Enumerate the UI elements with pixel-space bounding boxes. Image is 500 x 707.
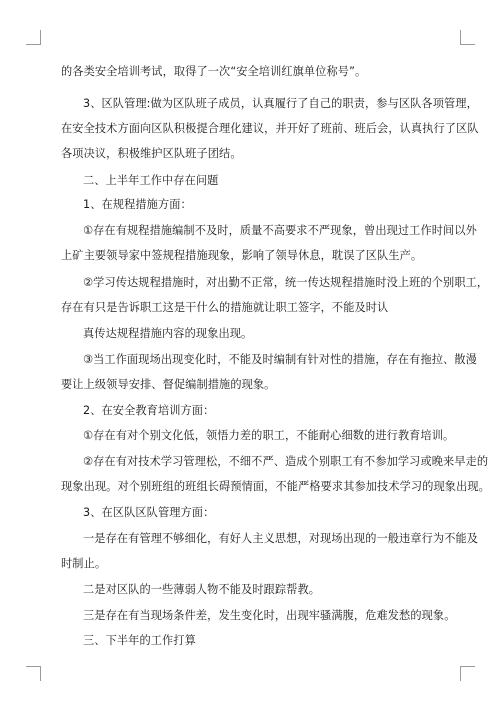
text-line: 上矿主要领导家中签规程措施现象，影响了领导休息，耽误了区队生产。 (61, 249, 423, 262)
crop-mark-top-left (26, 30, 41, 45)
text-line: 在安全技术方面向区队积极提合理化建议，并开好了班前、班后会，认真执行了区队 (61, 122, 479, 135)
text-line: 3、区队管理:做为区队班子成员，认真履行了自己的职责，参与区队各项管理， (83, 97, 478, 110)
crop-mark-bottom-left (26, 666, 41, 681)
subsection-heading: 3、在区队区队管理方面： (83, 506, 215, 519)
text-line: 真传达规程措施内容的现象出现。 (83, 327, 253, 340)
subsection-heading: 1、在规程措施方面： (83, 198, 192, 211)
text-line: ②学习传达规程措施时，对出勤不正常，统一传达规程措施时没上班的个别职工， (83, 276, 489, 289)
section-heading: 三、下半年的工作打算 (83, 634, 196, 647)
text-line: 存在有只是告诉职工这是干什么的措施就让职工签字，不能及时认 (61, 301, 389, 314)
crop-mark-top-right (460, 30, 475, 45)
text-line: 一是存在有管理不够细化，有好人主义思想，对现场出现的一般违章行为不能及 (83, 532, 479, 545)
subsection-heading: 2、在安全教育培训方面： (83, 404, 215, 417)
text-line: 现象出现。对个别班组的班组长碍预情面，不能严格要求其参加技术学习的现象出现。 (61, 480, 490, 493)
text-line: ①存在有规程措施编制不及时，质量不高要求不严现象，曾出现过工作时间以外 (83, 224, 477, 237)
section-heading: 二、上半年工作中存在问题 (83, 174, 219, 187)
text-line: ③当工作面现场出现变化时，不能及时编制有针对性的措施，存在有拖拉、散漫 (83, 353, 477, 366)
text-line: 三是存在有当现场条件差，发生变化时，出现牢骚满腹，危难发愁的现象。 (83, 609, 456, 622)
text-line: 二是对区队的一些薄弱人物不能及时跟踪帮教。 (83, 583, 321, 596)
text-line: ①存在有对个别文化低，领悟力差的职工，不能耐心细数的进行教育培训。 (83, 429, 455, 442)
text-line: ②存在有对技术学习管理松，不细不严、造成个别职工有不参加学习或晚来早走的 (83, 455, 489, 468)
text-line: 要让上级领导安排、督促编制措施的现象。 (61, 378, 276, 391)
text-line: 各项决议，积极维护区队班子团结。 (61, 147, 242, 160)
text-line: 的各类安全培训考试，取得了一次“安全培训红旗单位称号”。 (61, 65, 367, 78)
crop-mark-bottom-right (460, 666, 475, 681)
text-line: 时制止。 (61, 557, 107, 570)
